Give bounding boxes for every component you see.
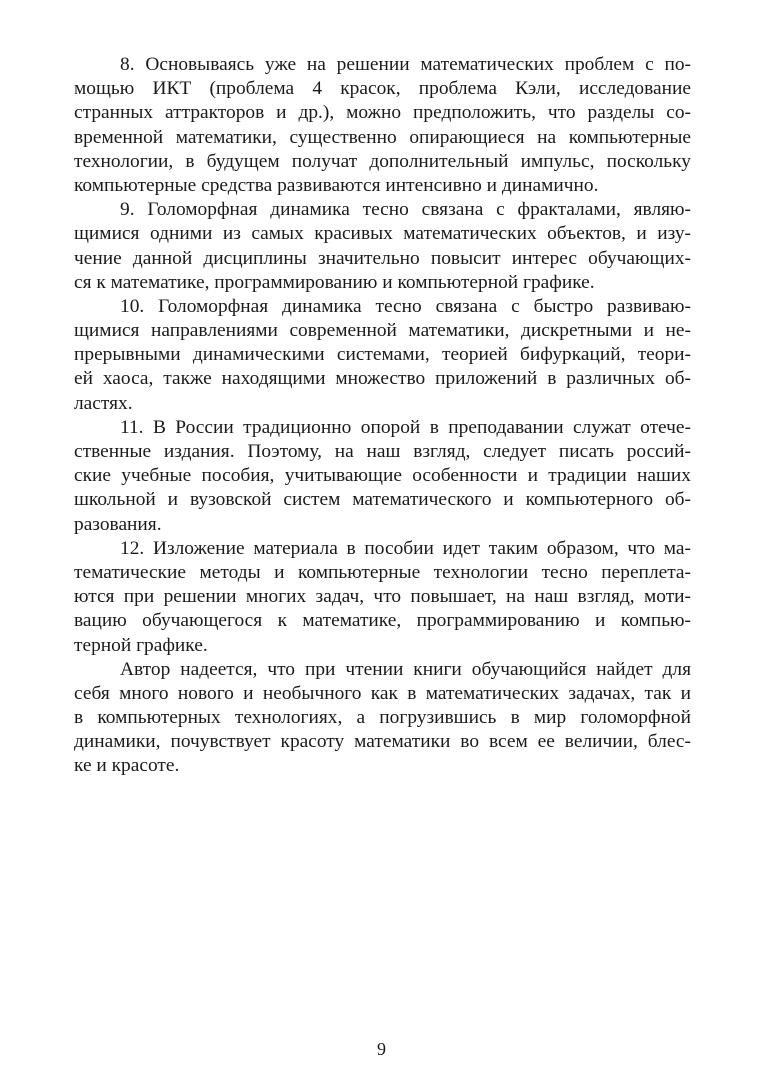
text-line: разования. (74, 513, 162, 535)
text-line: вацию обучающегося к математике, программированию и компью- (74, 610, 691, 632)
paragraph-9 (74, 198, 691, 295)
text-line: динамики, почувствует красоту математики во всем ее величии, блес- (74, 731, 691, 753)
text-line: 8. Основываясь уже на решении математических проблем с по- (120, 54, 691, 75)
text-line: себя много нового и необычного как в математических задачах, так и (74, 682, 691, 704)
paragraph-12 (74, 537, 691, 658)
text-line: 12. Изложение материала в пособии идет таким образом, что ма- (120, 537, 691, 559)
text-line: технологии, в будущем получат дополнительный импульс, поскольку (74, 150, 691, 172)
text-line: ские учебные пособия, учитывающие особенности и традиции наших (74, 465, 691, 487)
text-line: Автор надеется, что при чтении книги обучающийся найдет для (120, 658, 691, 680)
paragraph-10 (74, 295, 691, 416)
text-line: чение данной дисциплины значительно повысит интерес обучающих- (74, 247, 691, 269)
text-line: тематические методы и компьютерные технологии тесно переплета- (74, 561, 691, 583)
paragraph-11 (74, 416, 691, 537)
text-line: ке и красоте. (74, 755, 180, 777)
text-line: 9. Голоморфная динамика тесно связана с фракталами, являю- (120, 199, 691, 221)
body-text (74, 53, 691, 779)
paragraph-8 (74, 53, 691, 198)
paragraph-author (74, 658, 691, 779)
text-line: в компьютерных технологиях, а погрузившись в мир голоморфной (74, 707, 691, 729)
text-line: терной графике. (74, 634, 208, 656)
text-line: школьной и вузовской систем математического и компьютерного об- (74, 489, 691, 511)
text-line: ей хаоса, также находящими множество приложений в различных об- (74, 368, 691, 390)
text-line: странных аттракторов и др.), можно предположить, что разделы со- (74, 102, 691, 124)
text-line: временной математики, существенно опирающиеся на компьютерные (74, 126, 691, 148)
text-line: ластях. (74, 392, 133, 414)
text-line: щимися направлениями современной математики, дискретными и не- (74, 320, 691, 342)
text-line: компьютерные средства развиваются интенсивно и динамично. (74, 174, 599, 196)
text-line: ются при решении многих задач, что повышает, на наш взгляд, моти- (74, 586, 691, 608)
text-line: ственные издания. Поэтому, на наш взгляд, следует писать россий- (74, 441, 691, 462)
text-line: 11. В России традиционно опорой в преподавании служат отече- (120, 416, 691, 438)
page-number: 9 (377, 1039, 386, 1059)
text-line: прерывными динамическими системами, теорией бифуркаций, теори- (74, 344, 691, 366)
text-line: ся к математике, программированию и компьютерной графике. (74, 271, 595, 293)
text-line: щимися одними из самых красивых математических объектов, и изу- (74, 223, 691, 245)
text-line: мощью ИКТ (проблема 4 красок, проблема Кэли, исследование (74, 78, 691, 100)
text-line: 10. Голоморфная динамика тесно связана с быстро развиваю- (120, 295, 691, 317)
